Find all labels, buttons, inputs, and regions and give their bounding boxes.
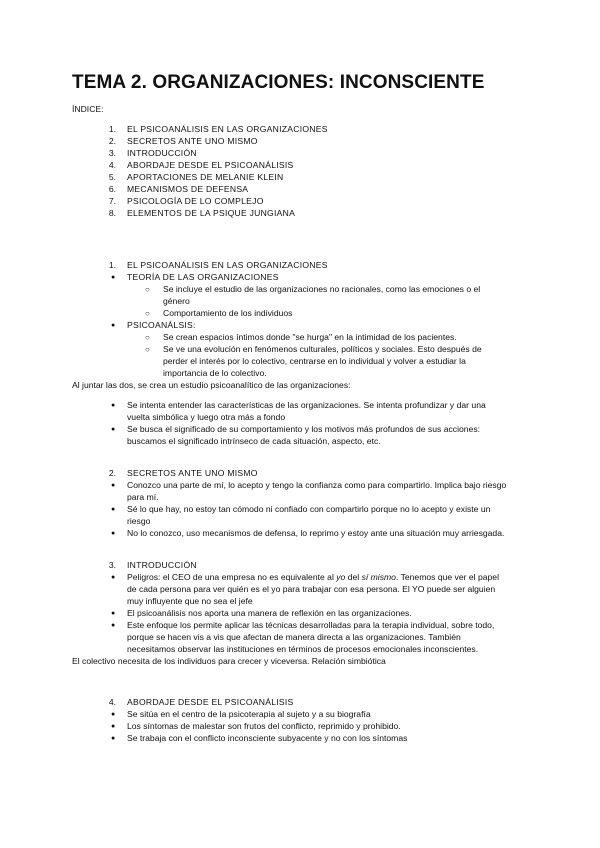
list-item-cont: buscamos el significado intrínseco de cada situación, aspecto, etc. (127, 436, 381, 446)
bullet-icon: ● (111, 622, 116, 629)
circle-bullet-icon: ○ (145, 309, 150, 318)
index-item: ELEMENTOS DE LA PSIQUE JUNGIANA (127, 208, 296, 218)
index-number: 8. (108, 208, 116, 218)
index-item: ABORDAJE DESDE EL PSICOANÁLISIS (127, 160, 294, 170)
index-label: ÍNDICE: (72, 104, 104, 114)
list-item: No lo conozco, uso mecanismos de defensa, lo reprimo y estoy ante una situación muy arriesgada. (127, 528, 505, 538)
list-item: PSICOANÁLSIS: (127, 320, 196, 330)
list-item: Se trabaja con el conflicto inconsciente subyacente y no con los síntomas (127, 733, 408, 743)
index-number: 1. (108, 124, 116, 134)
bullet-icon: ● (111, 711, 116, 718)
list-item-cont: de cada persona para ver quién es el yo para trabajar con esa persona. El YO puede ser alguien (127, 584, 496, 594)
italic-term: yo (336, 572, 346, 582)
bullet-icon: ● (111, 402, 116, 409)
list-item: El psicoanálisis nos aporta una manera de reflexión en las organizaciones. (127, 608, 412, 618)
section-number: 3. (108, 560, 116, 570)
circle-bullet-icon: ○ (145, 333, 150, 342)
section-heading: INTRODUCCIÓN (127, 560, 197, 570)
list-item: Se intenta entender las características de las organizaciones. Se intenta profundizar y dar una (127, 400, 486, 410)
index-number: 7. (108, 196, 116, 206)
sub-list-item-cont: género (163, 296, 190, 306)
bullet-icon: ● (111, 723, 116, 730)
bullet-icon: ● (111, 735, 116, 742)
list-item: Conozco una parte de mí, lo acepto y tengo la confianza como para compartirlo. Implica bajo riesgo (127, 480, 507, 490)
section-heading: EL PSICOANÁLISIS EN LAS ORGANIZACIONES (127, 260, 328, 270)
index-item: EL PSICOANÁLISIS EN LAS ORGANIZACIONES (127, 124, 328, 134)
bullet-icon: ● (111, 506, 116, 513)
list-item-cont: vuelta simbólica y luego otra más a fondo (127, 412, 286, 422)
section-number: 1. (108, 260, 116, 270)
index-number: 2. (108, 136, 116, 146)
list-item: Se busca el significado de su comportamiento y los motivos más profundos de sus acciones: (127, 424, 481, 434)
index-number: 5. (108, 172, 116, 182)
list-item-cont: riesgo (127, 516, 151, 526)
list-item: Se sitúa en el centro de la psicoterapia al sujeto y a su biografía (127, 709, 371, 719)
index-item: MECANISMOS DE DEFENSA (127, 184, 249, 194)
circle-bullet-icon: ○ (145, 345, 150, 354)
bullet-icon: ● (111, 426, 116, 433)
text-run: . Tenemos que ver el papel (395, 572, 499, 582)
circle-bullet-icon: ○ (145, 285, 150, 294)
sub-list-item: Se crean espacios íntimos donde "se hurga" en la intimidad de los pacientes. (163, 332, 457, 342)
list-item: TEORÍA DE LAS ORGANIZACIONES (127, 272, 279, 282)
paragraph: El colectivo necesita de los individuos para crecer y viceversa. Relación simbiótica (72, 656, 386, 666)
list-item: Sé lo que hay, no estoy tan cómodo ni confiado con compartirlo porque no lo acepto y existe un (127, 504, 491, 514)
section-heading: ABORDAJE DESDE EL PSICOANÁLISIS (127, 697, 294, 707)
section-heading: SECRETOS ANTE UNO MISMO (127, 468, 258, 478)
list-item-cont: necesitamos observar las instituciones en términos de procesos emocionales inconscientes. (127, 644, 479, 654)
italic-term: sí mismo (361, 572, 396, 582)
index-item: SECRETOS ANTE UNO MISMO (127, 136, 258, 146)
text-run: del (345, 572, 362, 582)
sub-list-item: Se incluye el estudio de las organizaciones no racionales, como las emociones o el (163, 284, 481, 294)
list-item-cont: muy influyente que no sea el jefe (127, 596, 253, 606)
paragraph: Al juntar las dos, se crea un estudio psicoanalítico de las organizaciones: (72, 380, 351, 390)
sub-list-item: Comportamiento de los individuos (163, 308, 293, 318)
index-number: 6. (108, 184, 116, 194)
list-item: Este enfoque los permite aplicar las técnicas desarrolladas para la terapia individual, sobre todo, (127, 620, 495, 630)
page-title: TEMA 2. ORGANIZACIONES: INCONSCIENTE (72, 72, 485, 93)
bullet-icon: ● (111, 322, 116, 329)
list-item-cont: porque se hacen vis a vis que afectan de manera directa a las organizaciones. También (127, 632, 461, 642)
section-number: 2. (108, 468, 116, 478)
section-number: 4. (108, 697, 116, 707)
index-item: INTRODUCCIÓN (127, 148, 197, 158)
sub-list-item: Se ve una evolución en fenómenos culturales, políticos y sociales. Esto después de (163, 344, 482, 354)
bullet-icon: ● (111, 610, 116, 617)
sub-list-item-cont: importancia de lo colectivo. (163, 368, 267, 378)
index-item: APORTACIONES DE MELANIE KLEIN (127, 172, 284, 182)
bullet-icon: ● (111, 530, 116, 537)
sub-list-item-cont: perder el interés por lo colectivo, centrarse en lo individual y volver a estudiar la (163, 356, 466, 366)
index-item: PSICOLOGÍA DE LO COMPLEJO (127, 196, 264, 206)
list-item: Los síntomas de malestar son frutos del conflicto, reprimido y prohibido. (127, 721, 401, 731)
list-item (127, 572, 499, 583)
bullet-icon: ● (111, 574, 116, 581)
index-number: 4. (108, 160, 116, 170)
index-number: 3. (108, 148, 116, 158)
text-run: Peligros: el CEO de una empresa no es equivalente al (127, 572, 337, 582)
list-item-cont: para mí. (127, 492, 159, 502)
bullet-icon: ● (111, 274, 116, 281)
bullet-icon: ● (111, 482, 116, 489)
